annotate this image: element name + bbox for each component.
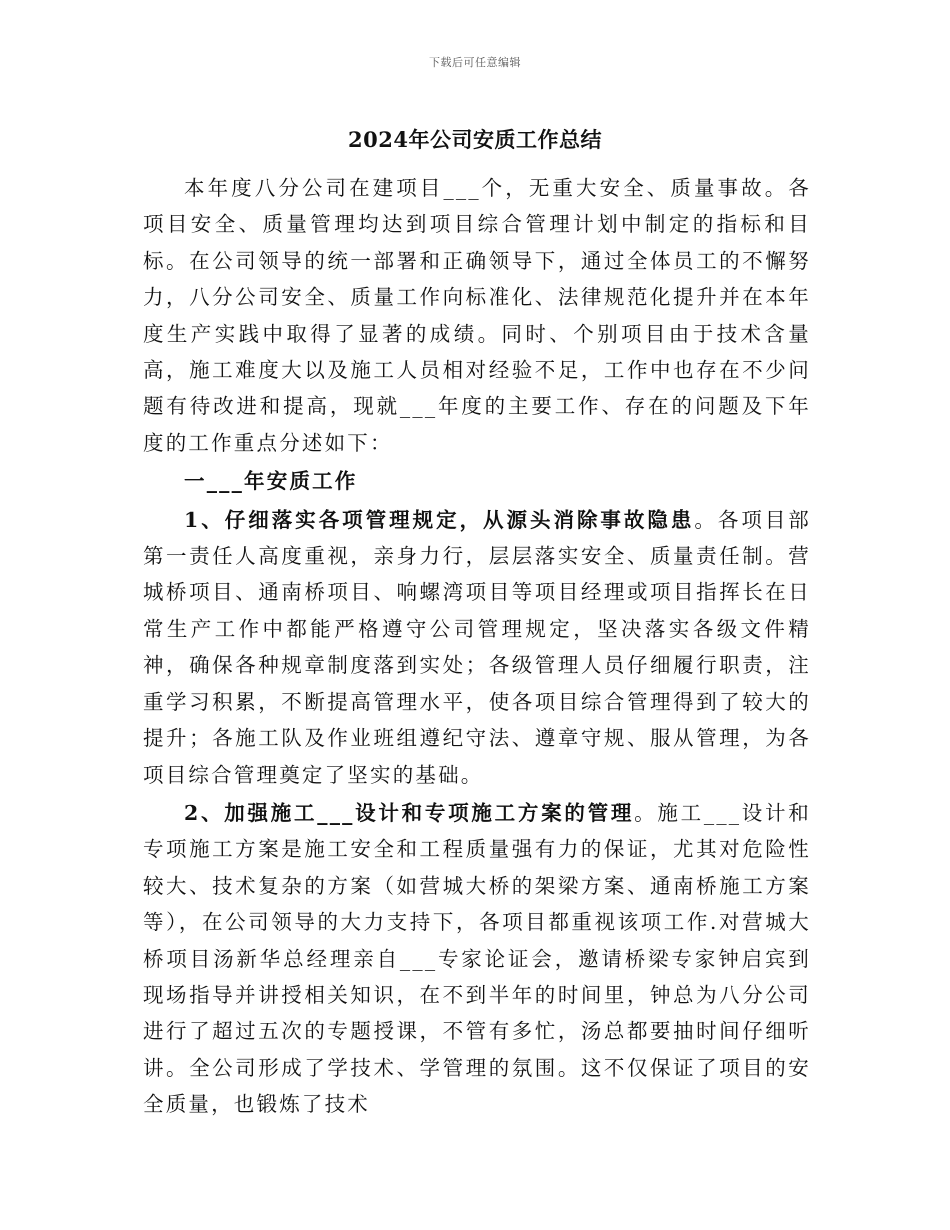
- item-1-text: 。各项目部第一责任人高度重视，亲身力行，层层落实安全、质量责任制。营城桥项目、通南桥项目、响螺湾项目等项目经理或项目指挥长在日常生产工作中都能严格遵守公司管理规定，坚决落实各级文件精神，确保各种规章制度落到实处；各级管理人员仔细履行职责，注重学习积累，不断提高管理水平，使各项目综合管理得到了较大的提升；各施工队及作业班组遵纪守法、遵章守规、服从管理，为各项目综合管理奠定了坚实的基础。: [143, 507, 812, 787]
- item-2-paragraph: [143, 795, 811, 1123]
- item-1-lead: 1、仔细落实各项管理规定，从源头消除事故隐患: [184, 507, 695, 532]
- item-2-lead: 2、加强施工___设计和专项施工方案的管理: [184, 800, 635, 825]
- section-heading: 一___年安质工作: [184, 469, 358, 494]
- header-note: 下载后可任意编辑: [429, 56, 521, 69]
- document-body: [143, 170, 811, 1123]
- intro-paragraph: 本年度八分公司在建项目___个，无重大安全、质量事故。各项目安全、质量管理均达到项目综合管理计划中制定的指标和目标。在公司领导的统一部署和正确领导下，通过全体员工的不懈努力，八分公司安全、质量工作向标准化、法律规范化提升并在本年度生产实践中取得了显著的成绩。同时、个别项目由于技术含量高，施工难度大以及施工人员相对经验不足，工作中也存在不少问题有待改进和提高，现就___年度的主要工作、存在的问题及下年度的工作重点分述如下：: [143, 176, 811, 455]
- item-2-text: 。施工___设计和专项施工方案是施工安全和工程质量强有力的保证，尤其对危险性较大、技术复杂的方案（如营城大桥的架梁方案、通南桥施工方案等），在公司领导的大力支持下，各项目都重视该项工作.对营城大桥项目汤新华总经理亲自___专家论证会，邀请桥梁专家钟启宾到现场指导并讲授相关知识，在不到半年的时间里，钟总为八分公司进行了超过五次的专题授课，不管有多忙，汤总都要抽时间仔细听讲。全公司形成了学技术、学管理的氛围。这不仅保证了项目的安全质量，也锻炼了技术: [143, 800, 811, 1117]
- document-title: 2024年公司安质工作总结: [348, 127, 602, 152]
- item-1-paragraph: [143, 502, 811, 793]
